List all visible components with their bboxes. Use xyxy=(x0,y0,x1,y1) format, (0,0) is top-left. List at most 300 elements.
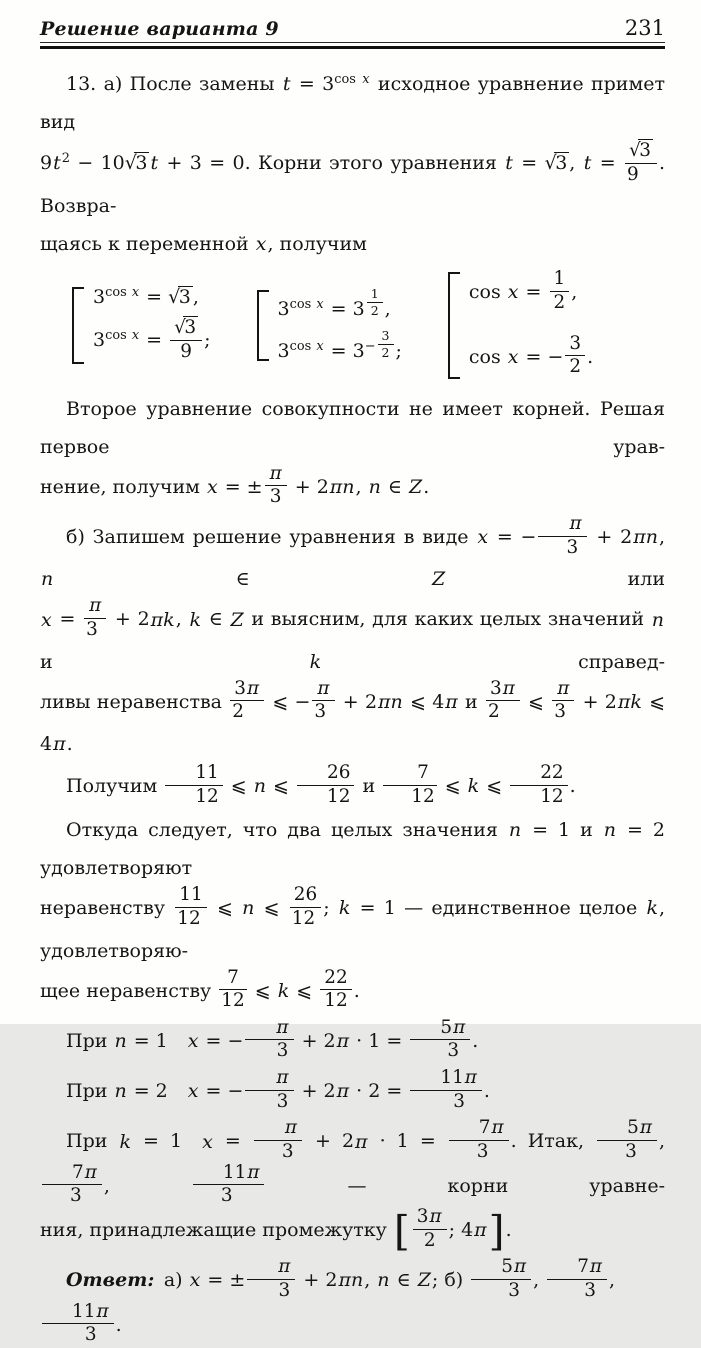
left-bracket-icon xyxy=(257,290,269,360)
math-text: = − xyxy=(489,526,537,549)
math-variable: π xyxy=(284,1117,297,1139)
math-text: ⩽ xyxy=(438,775,467,798)
math-text: 12 xyxy=(324,990,348,1012)
math-text: 11 xyxy=(72,1300,96,1322)
math-superscript xyxy=(290,339,325,354)
math-variable: π xyxy=(53,732,66,755)
fraction-denominator xyxy=(486,701,520,723)
case-n2-line xyxy=(40,1067,665,1114)
math-fraction xyxy=(245,1257,297,1301)
math-text: , xyxy=(384,298,391,321)
math-text: 2 xyxy=(423,1229,436,1251)
math-text: ⩽ − xyxy=(266,690,311,713)
math-text: 11 xyxy=(179,884,203,906)
math-variable: π xyxy=(474,1219,487,1242)
math-text: 3 xyxy=(584,1279,596,1301)
math-text: 11 xyxy=(440,1067,464,1089)
math-text: · 1 = xyxy=(368,1130,447,1153)
math-text: Второе уравнение совокупности не имеет корней. Решая первое урав- xyxy=(40,397,672,458)
math-text: , xyxy=(571,281,578,304)
para-13b-line-3 xyxy=(40,677,672,763)
math-text: = 2 xyxy=(127,1080,187,1103)
math-text: · 2 = xyxy=(350,1080,409,1103)
math-text: . xyxy=(66,732,73,755)
math-text: При xyxy=(66,1130,119,1153)
math-variable: x xyxy=(189,1269,201,1292)
math-variable: π xyxy=(336,1080,350,1103)
fraction-denominator xyxy=(254,1141,302,1163)
math-text: 12 xyxy=(195,785,219,807)
paragraph-answer xyxy=(40,1256,665,1348)
math-text: 3 xyxy=(278,1279,291,1301)
math-text: , получим xyxy=(267,233,367,256)
para-13a-line-3 xyxy=(40,225,665,263)
math-text: а) xyxy=(154,1269,189,1292)
sqrt-sign-icon: √ xyxy=(124,152,136,175)
math-fraction xyxy=(163,763,224,807)
fraction-numerator xyxy=(552,679,574,702)
system-2-rows xyxy=(277,286,402,362)
fraction-denominator xyxy=(165,786,222,808)
fraction-denominator xyxy=(175,908,206,930)
math-variable: x xyxy=(131,285,140,301)
para-no-roots-line-2 xyxy=(40,462,665,510)
big-bracket: [ xyxy=(393,1207,410,1256)
system-2-equation-2 xyxy=(277,327,402,362)
fraction-numerator xyxy=(378,329,394,345)
math-fraction xyxy=(508,763,569,807)
math-variable: t xyxy=(583,152,592,175)
fraction-numerator xyxy=(175,885,206,908)
math-text: = xyxy=(140,329,169,352)
math-variable: π xyxy=(445,690,458,713)
system-3-equation-1 xyxy=(468,268,593,315)
math-text: справед- xyxy=(322,650,665,673)
fraction-numerator xyxy=(165,763,222,786)
math-text: cos xyxy=(468,345,507,368)
math-variable: n xyxy=(651,608,664,631)
math-text: . xyxy=(505,1219,512,1242)
math-text: 13. а) После замены xyxy=(66,73,282,95)
para-no-roots-line-1 xyxy=(40,390,672,466)
math-variable: x xyxy=(507,281,519,304)
para-13a-line-1 xyxy=(40,65,672,141)
math-text: 3 xyxy=(93,286,106,309)
running-title: Решение варианта 9 xyxy=(40,18,279,40)
para-otkuda-line-2 xyxy=(40,884,672,969)
math-text: ; xyxy=(204,329,211,352)
fraction-denominator xyxy=(42,1185,102,1207)
para-otkuda-line-1 xyxy=(40,811,672,887)
math-text: ∈ xyxy=(201,608,230,631)
paragraph-poluchim xyxy=(40,761,665,809)
header-rule xyxy=(40,42,665,49)
math-text: 3 xyxy=(220,1185,233,1207)
math-fraction xyxy=(243,1068,295,1112)
math-variable: π xyxy=(276,1067,289,1089)
math-text: . xyxy=(423,475,430,498)
math-text: , xyxy=(609,1269,622,1292)
math-text: , xyxy=(569,152,583,175)
math-fraction xyxy=(545,1257,609,1301)
paragraph-no-roots xyxy=(40,390,672,510)
math-text: , xyxy=(658,526,672,549)
fraction-numerator xyxy=(410,1018,470,1041)
math-superscript xyxy=(62,151,70,166)
math-text: ; б) xyxy=(431,1269,470,1292)
math-fraction xyxy=(168,316,204,362)
math-text: , xyxy=(364,1269,377,1292)
math-variable: k xyxy=(467,775,480,798)
math-text: 3 xyxy=(86,619,98,641)
math-variable: π xyxy=(276,1016,289,1038)
math-variable: n xyxy=(377,1269,390,1292)
math-text: 3 xyxy=(276,1090,289,1112)
case-k1-line-1 xyxy=(40,1117,672,1209)
math-text: − 10 xyxy=(69,152,125,175)
math-variable: π xyxy=(502,677,515,699)
fraction-numerator xyxy=(247,1257,295,1280)
fraction-denominator xyxy=(265,486,287,508)
math-variable: π xyxy=(639,1117,652,1139)
fraction-denominator xyxy=(597,1141,657,1163)
fraction-numerator xyxy=(367,287,383,303)
math-variable: πn xyxy=(338,1269,364,1292)
math-variable: π xyxy=(247,1161,260,1183)
math-fraction xyxy=(318,968,353,1012)
math-variable: t xyxy=(505,152,513,175)
paragraph-case-k1 xyxy=(40,1117,672,1256)
fraction-denominator xyxy=(170,341,202,363)
math-fraction xyxy=(595,1118,659,1162)
math-superscript xyxy=(290,297,325,312)
math-text: = ± xyxy=(218,475,263,498)
fraction-denominator xyxy=(625,164,657,186)
fraction-numerator xyxy=(538,514,586,537)
math-variable: k xyxy=(338,897,351,920)
math-fraction xyxy=(228,679,266,723)
math-text: и xyxy=(458,690,484,713)
math-text: ливы неравенства xyxy=(40,690,229,713)
math-variable: x xyxy=(131,328,140,344)
para-otkuda-line-3 xyxy=(40,966,665,1014)
fraction-denominator xyxy=(550,292,570,314)
math-fraction xyxy=(40,1302,116,1346)
para-13b-line-1 xyxy=(40,513,672,598)
math-text: 1 xyxy=(370,286,379,302)
math-variable: k xyxy=(119,1130,131,1153)
system-2 xyxy=(257,286,402,362)
math-superscript xyxy=(105,328,140,343)
math-variable: x xyxy=(477,526,489,549)
fraction-numerator xyxy=(410,1068,482,1091)
math-text: = xyxy=(592,152,623,175)
math-text: 12 xyxy=(177,907,201,929)
left-bracket-icon xyxy=(448,272,460,379)
math-text: 7 xyxy=(577,1256,589,1278)
math-fraction xyxy=(376,329,396,360)
math-fraction xyxy=(411,1207,449,1251)
math-text: и выясним, для каких целых значений xyxy=(244,608,651,631)
math-text: 3 xyxy=(416,1205,429,1227)
math-text: ; 4 xyxy=(448,1219,474,1242)
para-13a-line-2 xyxy=(40,140,672,225)
fraction-denominator xyxy=(42,1324,114,1346)
math-text: cos xyxy=(105,328,131,344)
fraction-numerator xyxy=(312,679,334,702)
fraction-numerator xyxy=(625,139,657,164)
fraction-denominator xyxy=(413,1230,447,1252)
math-text: 9 xyxy=(40,152,53,175)
math-text: + 2 xyxy=(295,1029,336,1052)
math-variable: k xyxy=(646,897,658,920)
math-text: . Итак, xyxy=(510,1130,596,1153)
math-superscript xyxy=(364,327,396,360)
math-text: ния, принадлежащие промежутку xyxy=(40,1219,393,1242)
fraction-denominator xyxy=(449,1141,509,1163)
fraction-numerator xyxy=(84,596,106,619)
fraction-denominator xyxy=(471,1280,531,1302)
math-text: = xyxy=(519,281,548,304)
fraction-denominator xyxy=(320,990,351,1012)
fraction-numerator xyxy=(550,269,570,292)
math-fraction xyxy=(365,287,385,318)
math-fraction xyxy=(484,679,522,723)
fraction-denominator xyxy=(547,1280,607,1302)
math-text: 11 xyxy=(222,1161,247,1183)
math-variable: n xyxy=(253,775,267,798)
math-text: 2 xyxy=(381,344,390,360)
math-text: 1 xyxy=(553,268,566,290)
math-text: ⩽ xyxy=(480,775,509,798)
math-text: ⩽ xyxy=(290,979,319,1002)
fraction-denominator xyxy=(383,786,436,808)
math-text: 5 xyxy=(627,1117,639,1139)
math-text: ∈ xyxy=(390,1269,417,1292)
math-fraction xyxy=(191,1163,267,1207)
math-text: 22 xyxy=(540,761,564,783)
math-variable: πn xyxy=(378,690,403,713)
fraction-numerator xyxy=(565,334,585,357)
math-text: . xyxy=(587,345,594,368)
math-text: + 3 = 0. Корни этого уравнения xyxy=(159,152,505,175)
math-text: Откуда следует, что два целых значения xyxy=(66,819,508,842)
math-sqrt xyxy=(125,152,150,174)
fraction-denominator xyxy=(410,1040,470,1062)
math-text: = xyxy=(140,286,169,309)
math-text: 2 xyxy=(370,303,379,319)
math-text: неравенству xyxy=(40,897,174,920)
system-3 xyxy=(448,268,594,380)
math-text: 3 xyxy=(269,486,282,508)
math-text: . xyxy=(569,775,576,798)
math-fraction xyxy=(550,679,576,723)
math-variable: πn xyxy=(633,526,658,549)
math-variable: π xyxy=(89,595,102,617)
sqrt-radicand xyxy=(554,152,569,174)
math-variable: π xyxy=(557,677,570,699)
fraction-denominator xyxy=(297,786,354,808)
math-text: 3 xyxy=(84,1324,97,1346)
math-text: 5 xyxy=(440,1016,453,1038)
math-text: = − xyxy=(199,1080,244,1103)
math-sqrt xyxy=(545,152,570,174)
fraction-numerator xyxy=(245,1018,293,1041)
math-text: 3 xyxy=(453,1090,465,1112)
math-variable: n xyxy=(603,819,616,842)
math-text: 2 xyxy=(569,356,582,378)
math-variable: πk xyxy=(150,608,175,631)
fraction-numerator xyxy=(245,1068,293,1091)
sqrt-sign-icon: √ xyxy=(168,286,180,309)
math-text: ⩽ xyxy=(255,897,288,920)
math-variable: π xyxy=(278,1256,291,1278)
math-text: 3 xyxy=(554,701,566,723)
paragraph-case-n2 xyxy=(40,1067,665,1114)
math-text: ∈ xyxy=(381,475,409,498)
math-text: или xyxy=(446,568,665,591)
math-text: 3 xyxy=(135,152,148,175)
math-variable: x xyxy=(316,338,324,354)
math-fraction xyxy=(243,1018,295,1062)
fraction-numerator xyxy=(597,1118,657,1141)
math-variable: n xyxy=(114,1080,127,1103)
sqrt-sign-icon: √ xyxy=(544,152,556,175)
math-text: 26 xyxy=(327,761,351,783)
math-variable: Z xyxy=(432,568,446,591)
math-text: 3 xyxy=(476,1141,489,1163)
system-2-equation-1 xyxy=(277,286,402,321)
math-text: . xyxy=(483,1080,490,1103)
math-variable: x xyxy=(316,297,324,313)
math-text: = ± xyxy=(201,1269,246,1292)
math-fraction xyxy=(623,139,659,185)
math-text: = 1 — единственное целое xyxy=(351,897,646,920)
math-fraction xyxy=(536,514,588,558)
math-variable: Z xyxy=(409,475,423,498)
math-text: исходное уравнение примет вид xyxy=(40,73,672,133)
para-poluchim-line-1 xyxy=(40,761,665,809)
math-text: 3 xyxy=(281,1141,294,1163)
math-sqrt xyxy=(168,286,193,308)
fraction-numerator xyxy=(42,1302,114,1325)
math-text: При xyxy=(66,1029,114,1052)
fraction-numerator xyxy=(413,1207,447,1230)
math-variable: π xyxy=(84,1161,97,1183)
sqrt-sign-icon: √ xyxy=(628,140,640,161)
math-text: 3 xyxy=(276,1040,289,1062)
math-text: 3 xyxy=(178,286,191,309)
math-text: . xyxy=(115,1313,122,1336)
math-superscript xyxy=(334,72,370,87)
math-text: = 1 и xyxy=(522,819,603,842)
math-text: Получим xyxy=(66,775,164,798)
fraction-denominator xyxy=(245,1091,293,1113)
math-text: 7 xyxy=(227,966,239,988)
math-superscript xyxy=(365,286,385,319)
math-fraction xyxy=(82,596,108,640)
math-text: = − xyxy=(199,1029,244,1052)
math-variable: k xyxy=(277,979,290,1002)
math-text: ⩽ xyxy=(224,775,253,798)
fraction-denominator xyxy=(84,619,106,641)
math-text: 12 xyxy=(411,785,435,807)
fraction-numerator xyxy=(230,679,264,702)
math-variable: n xyxy=(242,897,255,920)
math-text: ⩽ xyxy=(267,775,296,798)
case-n1-line xyxy=(40,1016,665,1064)
math-text: 3 xyxy=(277,339,290,362)
fraction-numerator xyxy=(170,316,202,341)
math-text: . Возвра- xyxy=(40,152,672,218)
math-text: 11 xyxy=(195,761,219,783)
math-text: = 3 xyxy=(324,298,365,321)
math-text: 2 xyxy=(61,151,70,167)
math-fraction xyxy=(173,885,208,929)
math-variable: k xyxy=(189,608,201,631)
fraction-denominator xyxy=(290,908,321,930)
math-text: нение, получим xyxy=(40,475,206,498)
math-text: 12 xyxy=(540,785,564,807)
system-1-equation-2 xyxy=(93,318,211,364)
math-text: 9 xyxy=(626,163,639,185)
paragraph-otkuda xyxy=(40,811,672,1014)
math-text: 3 xyxy=(508,1279,521,1301)
fraction-denominator xyxy=(230,701,264,723)
para-13b-line-2 xyxy=(40,595,672,680)
math-text: , xyxy=(533,1269,546,1292)
math-text: 3 xyxy=(489,677,502,699)
math-text: , xyxy=(175,608,189,631)
fraction-numerator xyxy=(471,1257,531,1280)
fraction-denominator xyxy=(247,1280,295,1302)
math-variable: n xyxy=(508,819,522,842)
math-text: = xyxy=(513,152,545,175)
math-text: При xyxy=(66,1080,114,1103)
math-text: cos xyxy=(289,297,316,313)
math-text: 3 xyxy=(234,677,246,699)
answer-line xyxy=(40,1256,665,1348)
fraction-numerator xyxy=(193,1163,265,1186)
math-variable: π xyxy=(246,677,260,699)
math-text: . xyxy=(472,1029,479,1052)
fraction-denominator xyxy=(312,701,334,723)
math-variable: π xyxy=(464,1067,477,1089)
math-variable: x xyxy=(202,1130,213,1153)
fraction-denominator xyxy=(565,356,585,378)
math-text: ⩽ xyxy=(208,897,242,920)
left-bracket-icon xyxy=(72,287,84,363)
math-fraction xyxy=(563,334,587,378)
math-fraction xyxy=(381,763,438,807)
math-variable: π xyxy=(336,1029,350,1052)
math-variable: Z xyxy=(230,608,244,631)
math-text: 3 xyxy=(93,329,106,352)
fraction-denominator xyxy=(410,1091,482,1113)
math-fraction xyxy=(295,763,356,807)
math-text: 3 xyxy=(184,317,197,339)
answer-label: Ответ: xyxy=(66,1269,155,1292)
system-3-rows xyxy=(468,268,594,380)
math-text: = 3 xyxy=(324,339,365,362)
math-variable: n xyxy=(114,1029,127,1052)
math-variable: π xyxy=(513,1256,527,1278)
math-text: — корни уравне- xyxy=(266,1174,665,1197)
page-header xyxy=(40,16,665,40)
math-variable: n xyxy=(368,475,381,498)
math-variable: x xyxy=(41,608,52,631)
sqrt-radicand xyxy=(183,316,198,337)
